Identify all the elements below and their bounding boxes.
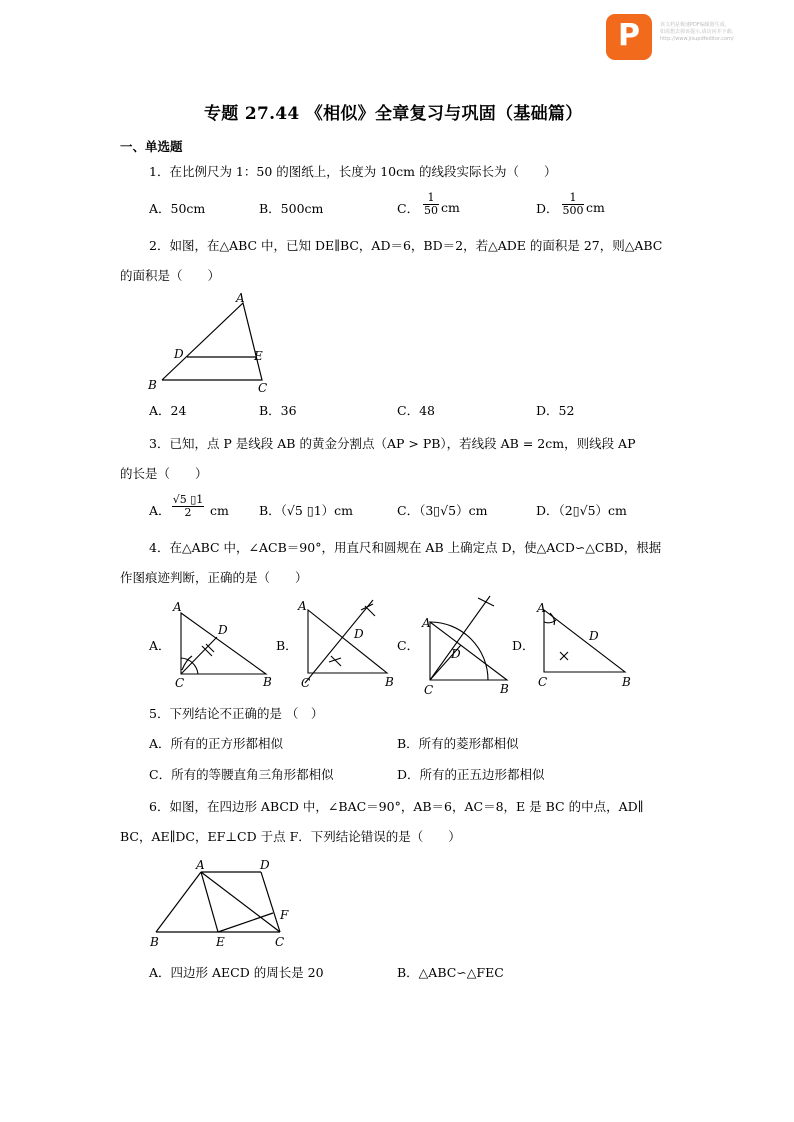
q2-option-d: D．52 (536, 403, 575, 418)
q2-stem-line2: 的面积是（ ） (120, 268, 221, 283)
fraction-denominator: 50 (424, 204, 438, 217)
q6-label-b: B (150, 935, 159, 949)
q6-label-e: E (216, 935, 225, 949)
pdf-editor-logo (606, 14, 652, 60)
q4-option-c: C． (397, 638, 420, 653)
fraction-numerator: 1 (569, 191, 577, 204)
fraction-denominator: 500 (562, 204, 584, 217)
q4-option-a: A． (149, 638, 171, 653)
fraction-denominator: 2 (172, 506, 204, 519)
q1-option-a: A．50cm (149, 201, 206, 216)
q2-label-d: D (174, 347, 184, 361)
q4b-label-a: A (298, 599, 307, 613)
q4-figure-b (295, 600, 405, 690)
q3-option-a-fraction (172, 494, 204, 519)
q4a-label-d: D (218, 623, 228, 637)
q1-option-c-label: C． (397, 201, 420, 216)
q5-option-c: C．所有的等腰直角三角形都相似 (149, 767, 334, 782)
q4-stem-line2: 作图痕迹判断，正确的是（ ） (120, 570, 308, 585)
q6-label-a: A (196, 858, 205, 872)
q4-figure-a (168, 600, 278, 690)
q1-option-d-unit: cm (586, 200, 605, 215)
q4c-label-a: A (422, 616, 431, 630)
q1-option-b: B．500cm (259, 201, 324, 216)
q6-label-c: C (275, 935, 285, 949)
q4a-label-c: C (175, 676, 185, 690)
q5-option-a: A．所有的正方形都相似 (149, 736, 284, 751)
q4d-label-c: C (538, 675, 548, 689)
section-heading: 一、单选题 (120, 139, 183, 154)
q1-stem: 1．在比例尺为 1：50 的图纸上，长度为 10cm 的线段实际长为（ ） (149, 164, 557, 179)
q4-option-d: D． (512, 638, 535, 653)
q4d-label-d: D (589, 629, 599, 643)
q6-figure-quadrilateral (140, 855, 310, 955)
q2-stem-line1: 2．如图，在△ABC 中，已知 DE∥BC，AD＝6，BD＝2，若△ADE 的面积是 27，则△ABC (149, 238, 663, 253)
q2-option-a: A．24 (149, 403, 187, 418)
q4a-label-a: A (173, 600, 182, 614)
q1-option-d-label: D． (536, 201, 559, 216)
q4-figure-d (532, 600, 642, 690)
q3-option-a-unit: cm (210, 503, 229, 518)
q6-option-a: A．四边形 AECD 的周长是 20 (149, 965, 324, 980)
q3-stem-line1: 3．已知，点 P 是线段 AB 的黄金分割点（AP > PB），若线段 AB = 2cm，则线段 AP (149, 436, 636, 451)
q3-stem-line2: 的长是（ ） (120, 466, 208, 481)
q1-option-d-fraction (562, 192, 584, 217)
logo-letter: P (618, 18, 640, 53)
q4b-label-d: D (354, 627, 364, 641)
q1-option-c-unit: cm (441, 200, 460, 215)
q1-option-c-fraction (423, 192, 439, 217)
q4b-label-c: C (301, 676, 311, 690)
q5-option-d: D．所有的正五边形都相似 (397, 767, 545, 782)
q6-stem-line1: 6．如图，在四边形 ABCD 中，∠BAC＝90°，AB＝6，AC＝8，E 是 BC 的中点，AD∥ (149, 799, 644, 814)
q6-label-f: F (280, 908, 289, 922)
q6-stem-line2: BC，AE∥DC，EF⊥CD 于点 F．下列结论错误的是（ ） (120, 829, 461, 844)
q4d-label-b: B (622, 675, 631, 689)
q4c-label-b: B (500, 682, 509, 696)
q4d-label-a: A (537, 601, 546, 615)
q5-stem: 5．下列结论不正确的是 （ ） (149, 706, 324, 721)
q2-option-b: B．36 (259, 403, 297, 418)
q2-label-b: B (148, 378, 157, 392)
watermark-text (660, 22, 734, 43)
watermark-line: 该文档是极速PDF编辑器生成, (660, 22, 727, 28)
q2-option-c: C．48 (397, 403, 435, 418)
q3-option-d: D．（2▯√5）cm (536, 503, 627, 518)
q2-label-c: C (258, 381, 268, 395)
q2-figure-triangle (140, 290, 290, 395)
q2-label-a: A (236, 291, 245, 305)
fraction-numerator: 1 (427, 191, 435, 204)
q4a-label-b: B (263, 675, 272, 689)
q5-option-b: B．所有的菱形都相似 (397, 736, 519, 751)
watermark-line: http://www.jisupdfeditor.com/ (660, 36, 734, 42)
fraction-numerator: √5 ▯1 (172, 493, 204, 506)
q3-option-b: B．（√5 ▯1）cm (259, 503, 354, 518)
q6-label-d: D (260, 858, 270, 872)
q4c-label-c: C (424, 683, 434, 697)
q2-label-e: E (254, 349, 263, 363)
q4-option-b: B． (276, 638, 298, 653)
q4b-label-b: B (385, 675, 394, 689)
q4-stem-line1: 4．在△ABC 中，∠ACB＝90°，用直尺和圆规在 AB 上确定点 D，使△ACD∽△CBD，根据 (149, 540, 662, 555)
q3-option-a-label: A． (149, 503, 171, 518)
q3-option-c: C．（3▯√5）cm (397, 503, 488, 518)
page-title: 专题 27.44 《相似》全章复习与巩固（基础篇） (204, 104, 583, 124)
q4c-label-d: D (451, 647, 461, 661)
watermark-line: 如需想去掉该提示,请访问并下载: (660, 29, 734, 35)
q6-option-b: B．△ABC∽△FEC (397, 965, 504, 980)
